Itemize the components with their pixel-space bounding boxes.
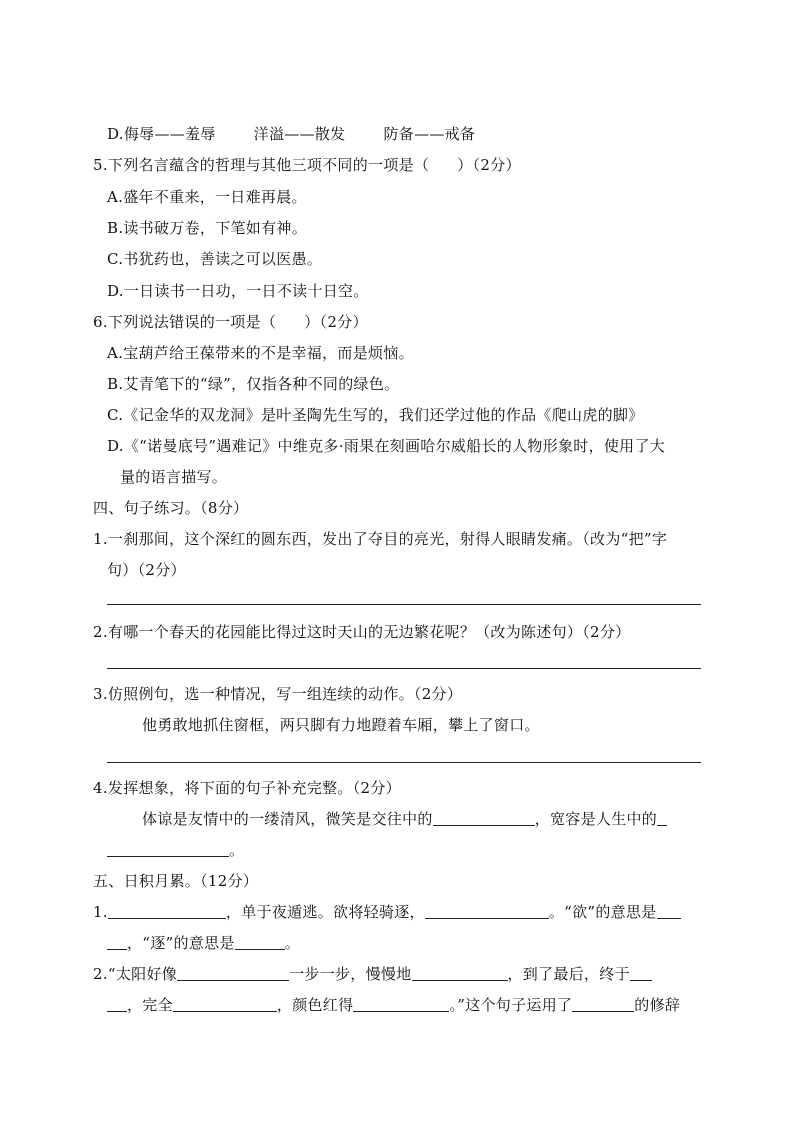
s4-q4-blank1[interactable] <box>433 810 535 826</box>
q4-option-d-word1: D.侮辱——羞辱 <box>107 125 216 143</box>
s5-q2-part4: ，完全 <box>127 996 173 1014</box>
s5-q1-line1 <box>93 902 681 922</box>
s4-q3-example: 他勇敢地抓住窗框，两只脚有力地蹬着车厢，攀上了窗口。 <box>142 716 540 734</box>
q6-option-d-line1: D.《“诺曼底号”遇难记》中维克多·雨果在刻画哈尔威船长的人物形象时，使用了大 <box>107 437 666 455</box>
q5-option-d: D.一日读书一日功，一日不读十日空。 <box>107 282 369 300</box>
s5-q2-blank2[interactable] <box>412 965 508 981</box>
s5-q1-num: 1. <box>93 903 108 921</box>
s5-q2-part2: 一步一步，慢慢地 <box>289 965 412 983</box>
s5-q2-line2 <box>107 995 680 1015</box>
s5-q2-line1 <box>93 964 652 984</box>
section-5-title: 五、日积月累。（12分） <box>93 872 259 890</box>
s5-q1-blank4[interactable] <box>235 934 285 950</box>
s4-q4-blank2[interactable] <box>107 841 229 857</box>
q4-option-d-word2: 洋溢——散发 <box>253 125 346 143</box>
s5-q1-blank3[interactable] <box>657 903 681 919</box>
s5-q2-blank5[interactable] <box>353 996 449 1012</box>
s5-q2-blank4[interactable] <box>173 996 277 1012</box>
q6-stem-text: 6.下列说法错误的一项是（ <box>93 313 277 331</box>
s5-q1-line2 <box>107 933 300 953</box>
s5-q1-blank1[interactable] <box>108 903 226 919</box>
q5-stem-tail: ）（2分） <box>457 156 521 174</box>
s4-q3: 3.仿照例句，选一种情况，写一组连续的动作。（2分） <box>93 685 463 703</box>
s4-q1-line1: 1.一刹那间，这个深红的圆东西，发出了夺目的亮光，射得人眼睛发痛。（改为“把”字 <box>93 530 668 548</box>
section-4-title: 四、句子练习。（8分） <box>93 499 249 517</box>
s4-q3-answer-line[interactable] <box>107 762 701 763</box>
q5-stem <box>93 155 521 175</box>
q5-stem-text: 5.下列名言蕴含的哲理与其他三项不同的一项是（ <box>93 156 430 174</box>
q5-option-c: C.书犹药也，善读之可以医愚。 <box>107 250 323 268</box>
s5-q1-blank3-cont[interactable] <box>107 934 127 950</box>
s4-q4-sentence <box>142 809 667 829</box>
s5-q2-part5: ，颜色红得 <box>276 996 354 1014</box>
s5-q2-part7: 的修辞 <box>634 996 681 1014</box>
s4-q2-answer-line[interactable] <box>107 668 701 669</box>
s4-q2: 2.有哪一个春天的花园能比得过这时天山的无边繁花呢？（改为陈述句）（2分） <box>93 623 631 641</box>
q6-option-c: C.《记金华的双龙洞》是叶圣陶先生写的，我们还学过他的作品《爬山虎的脚》 <box>107 406 644 424</box>
s5-q1-part3: 。“欲”的意思是 <box>548 903 657 921</box>
q6-stem <box>93 312 368 332</box>
s5-q1-end: 。 <box>284 934 301 952</box>
s4-q4-part1: 体谅是友情中的一缕清风，微笑是交往中的 <box>142 810 433 828</box>
s4-q4: 4.发挥想象，将下面的句子补充完整。（2分） <box>93 779 401 797</box>
q4-option-d <box>107 124 475 144</box>
q4-option-d-word3: 防备——戒备 <box>383 125 476 143</box>
s4-q4-part2: ，宽容是人生中的 <box>534 810 658 828</box>
s5-q2-blank1[interactable] <box>177 965 289 981</box>
q6-option-b: B.艾青笔下的“绿”，仅指各种不同的绿色。 <box>107 375 400 393</box>
s5-q2-part6: 。”这个句子运用了 <box>449 996 573 1014</box>
s5-q1-blank2[interactable] <box>425 903 549 919</box>
s5-q2-blank3-cont[interactable] <box>107 996 127 1012</box>
q5-option-a: A.盛年不重来，一日难再晨。 <box>107 188 307 206</box>
s5-q1-part4: ，“逐”的意思是 <box>127 934 235 952</box>
s4-q1-line2: 句）（2分） <box>107 561 186 579</box>
q5-option-b: B.读书破万卷，下笔如有神。 <box>107 219 307 237</box>
q6-option-a: A.宝葫芦给王葆带来的不是幸福，而是烦恼。 <box>107 344 414 362</box>
s4-q4-sentence-cont <box>107 840 244 860</box>
s5-q2-part3: ，到了最后，终于 <box>507 965 630 983</box>
q6-stem-tail: ）（2分） <box>304 313 368 331</box>
q6-option-d-line2: 量的语言描写。 <box>120 468 228 486</box>
s5-q2-part1: 2.“太阳好像 <box>93 965 178 983</box>
s4-q4-blank2-start[interactable] <box>657 810 667 826</box>
s5-q1-part2: ，单于夜遁逃。欲将轻骑逐， <box>225 903 425 921</box>
s4-q1-answer-line[interactable] <box>107 604 701 605</box>
s4-q4-end: 。 <box>229 841 245 859</box>
s5-q2-blank6[interactable] <box>572 996 634 1012</box>
s5-q2-blank3[interactable] <box>630 965 652 981</box>
